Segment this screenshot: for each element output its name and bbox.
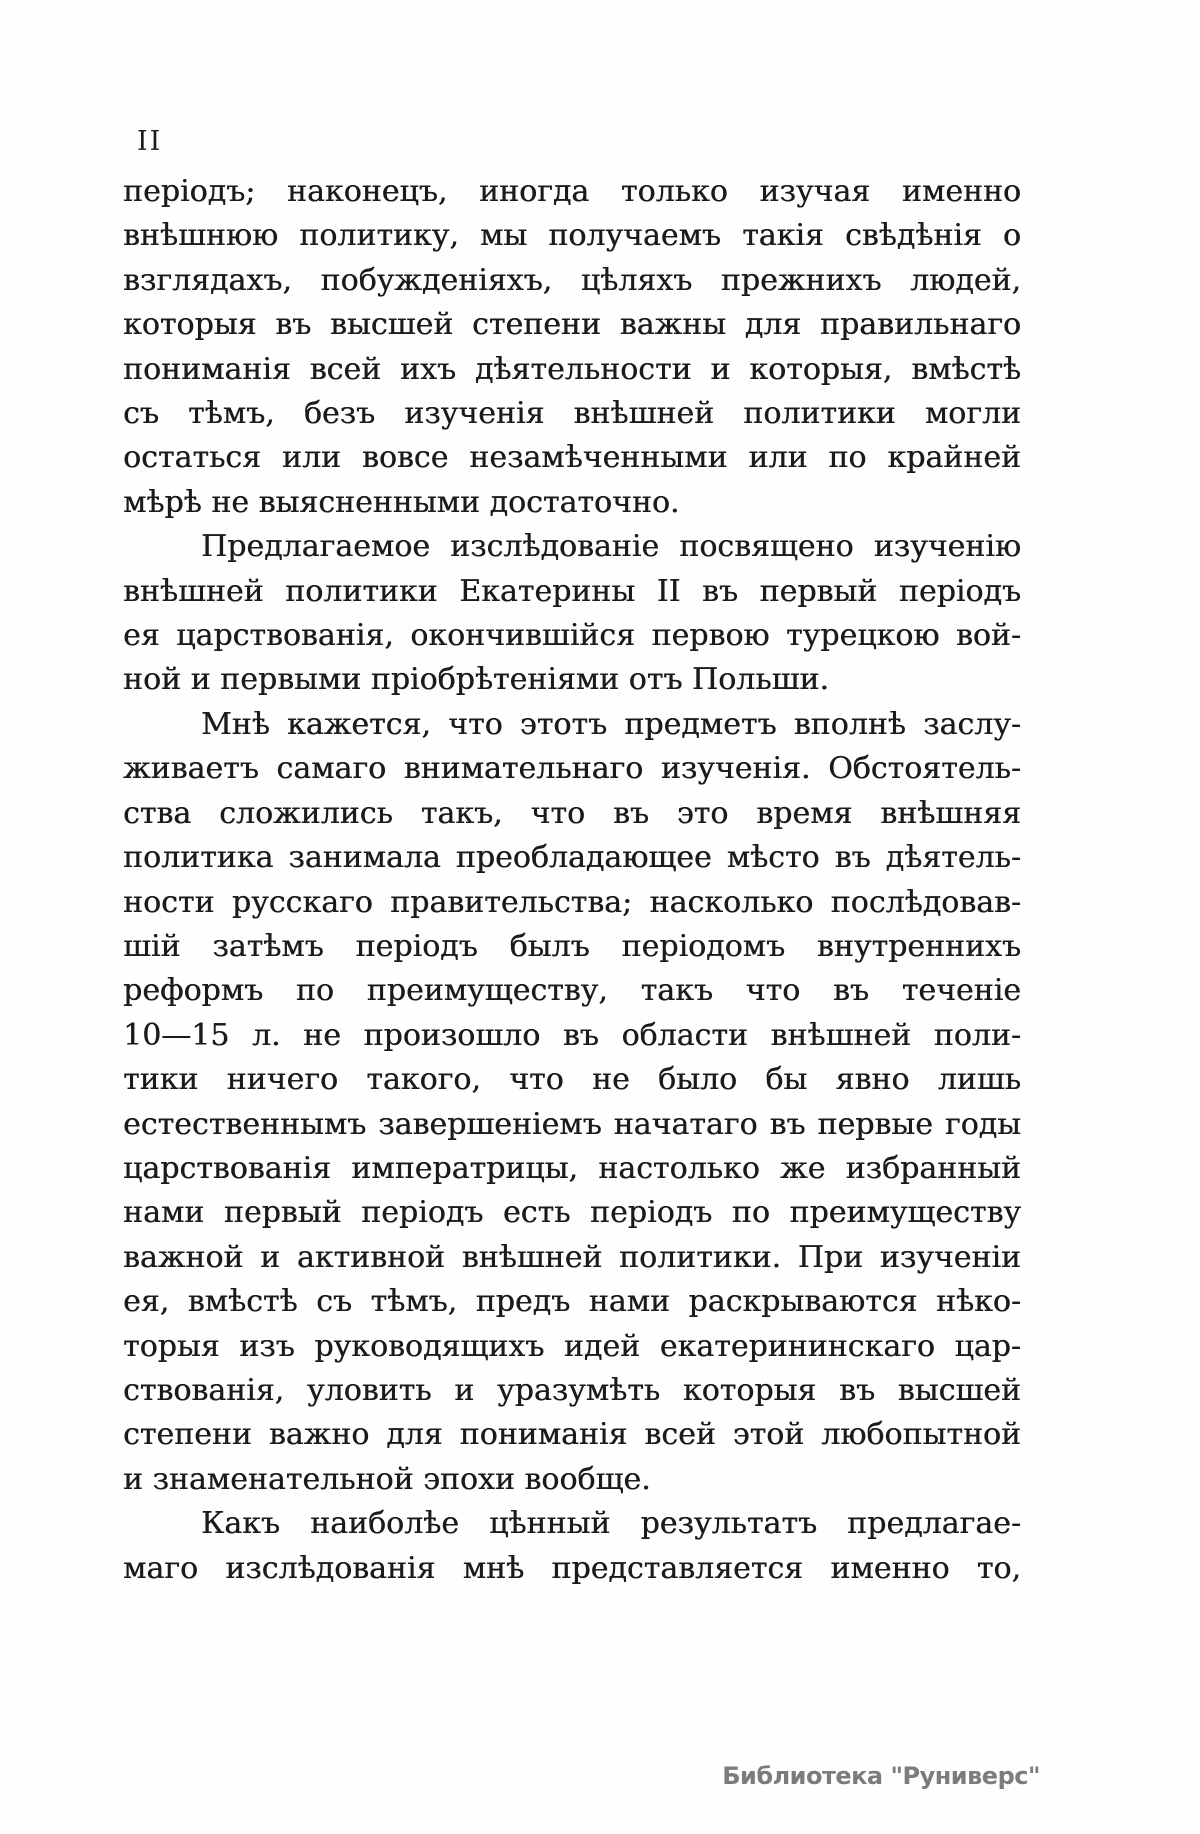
text-line: ства сложились такъ, что въ это время внѣшняя [123,795,1021,831]
text-line: тики ничего такого, что не было бы явно лишь [123,1062,1021,1098]
text-line: которыя въ высшей степени важны для правильнаго [123,307,1021,343]
text-line: ея, вмѣстѣ съ тѣмъ, предъ нами раскрываются нѣко- [123,1284,1021,1320]
text-line: реформъ по преимуществу, такъ что въ теченіе [123,973,1021,1009]
text-line: степени важно для пониманія всей этой любопытной [123,1417,1021,1453]
text-line: естественнымъ завершеніемъ начатаго въ первые годы [123,1106,1021,1142]
text-line: и знаменательной эпохи вообще. [123,1461,651,1497]
text-line: Мнѣ кажется, что этотъ предметъ вполнѣ заслу- [201,706,1021,742]
text-line: торыя изъ руководящихъ идей екатерининскаго цар- [123,1328,1021,1364]
text-line: маго изслѣдованія мнѣ представляется именно то, [123,1550,1021,1586]
body-text [123,170,1021,1591]
text-line: періодъ; наконецъ, иногда только изучая именно [123,174,1021,209]
text-line: важной и активной внѣшней политики. При изученіи [123,1239,1021,1275]
text-line: политика занимала преобладающее мѣсто въ дѣятель- [123,840,1021,876]
text-line: ной и первыми пріобрѣтеніями отъ Польши. [123,662,829,698]
paragraph [123,170,1021,525]
text-line: внѣшней политики Екатерины II въ первый періодъ [123,573,1021,609]
text-line: съ тѣмъ, безъ изученія внѣшней политики могли [123,396,1021,432]
text-line: внѣшнюю политику, мы получаемъ такія свѣдѣнія о [123,218,1021,254]
text-line: мѣрѣ не выясненными достаточно. [123,484,680,520]
text-line: царствованія императрицы, настолько же избранный [123,1150,1021,1186]
text-line: Какъ наиболѣе цѣнный результатъ предлагае- [201,1506,1021,1542]
text-line: взглядахъ, побужденіяхъ, цѣляхъ прежнихъ людей, [123,262,1021,298]
text-line: живаетъ самаго внимательнаго изученія. Обстоятель- [123,751,1021,787]
library-watermark: Библиотека "Руниверс" [722,1762,1040,1790]
paragraph [123,1502,1021,1591]
text-line: Предлагаемое изслѣдованіе посвящено изученію [201,529,1021,565]
text-line: ности русскаго правительства; насколько послѣдовав- [123,884,1021,920]
text-line: шій затѣмъ періодъ былъ періодомъ внутреннихъ [123,928,1021,964]
text-line: ея царствованія, окончившійся первою турецкою вой- [123,618,1021,654]
page-number: II [137,126,163,157]
text-line: остаться или вовсе незамѣченными или по крайней [123,440,1021,476]
text-line: ствованія, уловить и уразумѣть которыя въ высшей [123,1372,1021,1408]
text-line: нами первый періодъ есть періодъ по преимуществу [123,1195,1021,1231]
paragraph [123,525,1021,703]
paragraph [123,703,1021,1502]
text-line: пониманія всей ихъ дѣятельности и которыя, вмѣстѣ [123,351,1021,387]
text-line: 10—15 л. не произошло въ области внѣшней поли- [123,1017,1021,1053]
